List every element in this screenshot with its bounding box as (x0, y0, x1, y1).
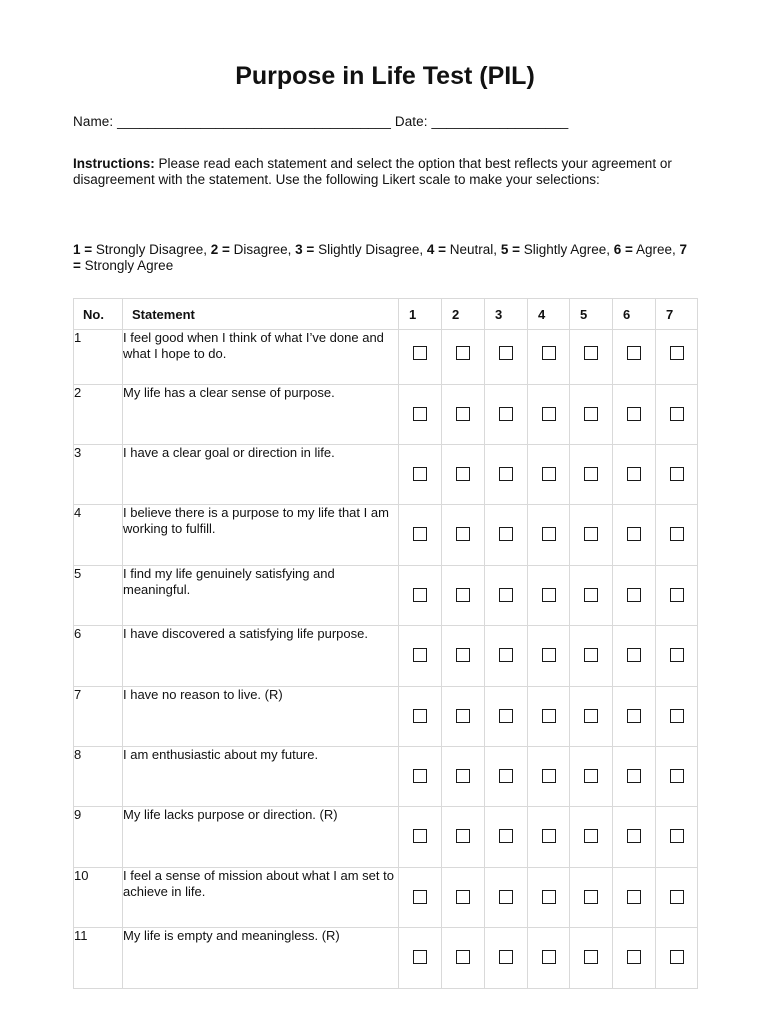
option-cell (656, 445, 698, 505)
row-statement: I believe there is a purpose to my life that I am working to fulfill. (123, 505, 399, 566)
option-cell (613, 687, 656, 747)
header-option: 1 (399, 299, 442, 330)
checkbox-option-4[interactable] (542, 950, 556, 964)
checkbox-option-6[interactable] (627, 829, 641, 843)
option-cell (613, 868, 656, 928)
checkbox-option-1[interactable] (413, 407, 427, 421)
checkbox-option-6[interactable] (627, 890, 641, 904)
row-number: 3 (74, 445, 123, 505)
checkbox-option-2[interactable] (456, 346, 470, 360)
checkbox-option-1[interactable] (413, 588, 427, 602)
option-cell (442, 747, 485, 807)
table-row (74, 330, 698, 385)
checkbox-option-4[interactable] (542, 829, 556, 843)
option-cell (570, 445, 613, 505)
scale-label: Disagree, (229, 242, 296, 257)
option-cell (528, 566, 570, 626)
checkbox-option-4[interactable] (542, 709, 556, 723)
page-title: Purpose in Life Test (PIL) (235, 62, 535, 90)
checkbox-option-4[interactable] (542, 769, 556, 783)
checkbox-option-1[interactable] (413, 346, 427, 360)
checkbox-option-6[interactable] (627, 467, 641, 481)
checkbox-option-5[interactable] (584, 950, 598, 964)
scale-label: Strongly Agree (80, 258, 174, 273)
checkbox-option-2[interactable] (456, 769, 470, 783)
option-cell (613, 928, 656, 989)
row-number: 6 (74, 626, 123, 687)
header-statement: Statement (123, 299, 399, 330)
option-cell (570, 566, 613, 626)
row-statement: My life lacks purpose or direction. (R) (123, 807, 399, 868)
option-cell (442, 807, 485, 868)
checkbox-option-6[interactable] (627, 648, 641, 662)
scale-num: 2 = (210, 242, 230, 257)
option-cell (613, 330, 656, 385)
checkbox-option-4[interactable] (542, 467, 556, 481)
checkbox-option-6[interactable] (627, 588, 641, 602)
row-number: 1 (74, 330, 123, 385)
checkbox-option-2[interactable] (456, 648, 470, 662)
option-cell (613, 445, 656, 505)
row-statement: I have a clear goal or direction in life. (123, 445, 399, 505)
checkbox-option-5[interactable] (584, 890, 598, 904)
checkbox-option-2[interactable] (456, 527, 470, 541)
checkbox-option-4[interactable] (542, 890, 556, 904)
option-cell (570, 868, 613, 928)
checkbox-option-1[interactable] (413, 467, 427, 481)
checkbox-option-6[interactable] (627, 769, 641, 783)
header-option: 5 (570, 299, 613, 330)
checkbox-option-3[interactable] (499, 346, 513, 360)
option-cell (656, 868, 698, 928)
checkbox-option-2[interactable] (456, 588, 470, 602)
row-statement: I am enthusiastic about my future. (123, 747, 399, 807)
instructions-label: Instructions: (73, 156, 155, 171)
checkbox-option-1[interactable] (413, 950, 427, 964)
option-cell (656, 747, 698, 807)
option-cell (442, 687, 485, 747)
option-cell (442, 445, 485, 505)
option-cell (485, 807, 528, 868)
checkbox-option-7[interactable] (670, 950, 684, 964)
checkbox-option-1[interactable] (413, 527, 427, 541)
option-cell (613, 807, 656, 868)
row-number: 2 (74, 385, 123, 445)
table-row (74, 868, 698, 928)
checkbox-option-3[interactable] (499, 648, 513, 662)
scale-label: Slightly Agree, (519, 242, 614, 257)
checkbox-option-4[interactable] (542, 648, 556, 662)
checkbox-option-7[interactable] (670, 890, 684, 904)
option-cell (570, 385, 613, 445)
option-cell (399, 385, 442, 445)
option-cell (399, 687, 442, 747)
option-cell (399, 566, 442, 626)
header-option: 7 (656, 299, 698, 330)
checkbox-option-4[interactable] (542, 527, 556, 541)
option-cell (570, 330, 613, 385)
checkbox-option-1[interactable] (413, 890, 427, 904)
option-cell (656, 807, 698, 868)
checkbox-option-6[interactable] (627, 709, 641, 723)
table-row (74, 807, 698, 868)
instructions-text: Please read each statement and select the option that best reflects your agreement or disagreement with the statement. Use the following Likert scale to make your selections: (73, 156, 672, 187)
row-statement: I have no reason to live. (R) (123, 687, 399, 747)
option-cell (485, 747, 528, 807)
scale-label: Strongly Disagree, (92, 242, 211, 257)
checkbox-option-1[interactable] (413, 829, 427, 843)
checkbox-option-1[interactable] (413, 648, 427, 662)
row-statement: I have discovered a satisfying life purpose. (123, 626, 399, 687)
table-row (74, 687, 698, 747)
option-cell (528, 928, 570, 989)
checkbox-option-2[interactable] (456, 467, 470, 481)
checkbox-option-5[interactable] (584, 588, 598, 602)
table-row (74, 626, 698, 687)
option-cell (613, 747, 656, 807)
checkbox-option-6[interactable] (627, 950, 641, 964)
checkbox-option-7[interactable] (670, 527, 684, 541)
option-cell (485, 626, 528, 687)
checkbox-option-4[interactable] (542, 407, 556, 421)
option-cell (613, 505, 656, 566)
row-number: 11 (74, 928, 123, 989)
checkbox-option-3[interactable] (499, 467, 513, 481)
option-cell (528, 687, 570, 747)
option-cell (442, 626, 485, 687)
option-cell (442, 330, 485, 385)
checkbox-option-3[interactable] (499, 407, 513, 421)
header-option: 6 (613, 299, 656, 330)
option-cell (528, 807, 570, 868)
row-statement: I find my life genuinely satisfying and meaningful. (123, 566, 399, 626)
row-number: 5 (74, 566, 123, 626)
option-cell (528, 626, 570, 687)
checkbox-option-3[interactable] (499, 709, 513, 723)
table-row (74, 385, 698, 445)
scale-num: 6 = (613, 242, 633, 257)
checkbox-option-3[interactable] (499, 588, 513, 602)
header-option: 2 (442, 299, 485, 330)
option-cell (442, 868, 485, 928)
row-statement: I feel good when I think of what I’ve done and what I hope to do. (123, 330, 399, 385)
table-header-row (74, 299, 698, 330)
option-cell (485, 385, 528, 445)
scale-label: Slightly Disagree, (314, 242, 427, 257)
scale-num: 4 = (426, 242, 447, 257)
row-number: 4 (74, 505, 123, 566)
checkbox-option-2[interactable] (456, 890, 470, 904)
option-cell (570, 505, 613, 566)
header-no: No. (74, 299, 123, 330)
option-cell (485, 687, 528, 747)
option-cell (570, 687, 613, 747)
option-cell (485, 928, 528, 989)
checkbox-option-5[interactable] (584, 407, 598, 421)
option-cell (528, 385, 570, 445)
option-cell (656, 505, 698, 566)
option-cell (528, 868, 570, 928)
option-cell (528, 330, 570, 385)
table-row (74, 505, 698, 566)
scale-num: 7 = (73, 242, 687, 273)
checkbox-option-1[interactable] (413, 769, 427, 783)
scale-num: 3 = (295, 242, 315, 257)
header-option: 4 (528, 299, 570, 330)
option-cell (485, 505, 528, 566)
option-cell (399, 445, 442, 505)
option-cell (613, 385, 656, 445)
option-cell (613, 626, 656, 687)
name-date-line: Name: ____________________________________ Date: __________________ (73, 114, 569, 129)
likert-scale-legend (73, 242, 695, 274)
checkbox-option-6[interactable] (627, 346, 641, 360)
checkbox-option-5[interactable] (584, 648, 598, 662)
checkbox-option-6[interactable] (627, 407, 641, 421)
instructions (73, 156, 695, 188)
checkbox-option-3[interactable] (499, 829, 513, 843)
option-cell (656, 928, 698, 989)
checkbox-option-4[interactable] (542, 588, 556, 602)
option-cell (442, 505, 485, 566)
option-cell (485, 445, 528, 505)
option-cell (656, 626, 698, 687)
option-cell (485, 566, 528, 626)
option-cell (528, 445, 570, 505)
checkbox-option-7[interactable] (670, 346, 684, 360)
checkbox-option-2[interactable] (456, 407, 470, 421)
checkbox-option-7[interactable] (670, 829, 684, 843)
option-cell (399, 747, 442, 807)
option-cell (399, 868, 442, 928)
row-statement: My life has a clear sense of purpose. (123, 385, 399, 445)
checkbox-option-7[interactable] (670, 769, 684, 783)
option-cell (399, 807, 442, 868)
option-cell (399, 626, 442, 687)
checkbox-option-3[interactable] (499, 769, 513, 783)
option-cell (399, 928, 442, 989)
checkbox-option-7[interactable] (670, 709, 684, 723)
option-cell (399, 330, 442, 385)
option-cell (613, 566, 656, 626)
checkbox-option-6[interactable] (627, 527, 641, 541)
checkbox-option-7[interactable] (670, 648, 684, 662)
table-row (74, 928, 698, 989)
checkbox-option-4[interactable] (542, 346, 556, 360)
scale-label: Agree, (632, 242, 680, 257)
option-cell (570, 807, 613, 868)
checkbox-option-5[interactable] (584, 527, 598, 541)
option-cell (442, 566, 485, 626)
option-cell (399, 505, 442, 566)
option-cell (528, 747, 570, 807)
option-cell (656, 330, 698, 385)
row-statement: I feel a sense of mission about what I am set to achieve in life. (123, 868, 399, 928)
row-number: 10 (74, 868, 123, 928)
checkbox-option-3[interactable] (499, 527, 513, 541)
row-number: 7 (74, 687, 123, 747)
checkbox-option-5[interactable] (584, 829, 598, 843)
scale-num: 1 = (73, 242, 93, 257)
checkbox-option-5[interactable] (584, 709, 598, 723)
checkbox-option-7[interactable] (670, 588, 684, 602)
checkbox-option-2[interactable] (456, 709, 470, 723)
checkbox-option-1[interactable] (413, 709, 427, 723)
checkbox-option-3[interactable] (499, 950, 513, 964)
checkbox-option-5[interactable] (584, 769, 598, 783)
option-cell (570, 928, 613, 989)
row-statement: My life is empty and meaningless. (R) (123, 928, 399, 989)
option-cell (570, 626, 613, 687)
option-cell (442, 928, 485, 989)
scale-label: Neutral, (446, 242, 501, 257)
table-row (74, 445, 698, 505)
table-row (74, 747, 698, 807)
row-number: 9 (74, 807, 123, 868)
option-cell (442, 385, 485, 445)
header-option: 3 (485, 299, 528, 330)
pil-table (73, 298, 698, 989)
checkbox-option-2[interactable] (456, 829, 470, 843)
checkbox-option-5[interactable] (584, 346, 598, 360)
option-cell (656, 566, 698, 626)
option-cell (656, 385, 698, 445)
option-cell (656, 687, 698, 747)
option-cell (485, 868, 528, 928)
table-row (74, 566, 698, 626)
checkbox-option-7[interactable] (670, 407, 684, 421)
checkbox-option-2[interactable] (456, 950, 470, 964)
option-cell (570, 747, 613, 807)
checkbox-option-3[interactable] (499, 890, 513, 904)
row-number: 8 (74, 747, 123, 807)
checkbox-option-5[interactable] (584, 467, 598, 481)
option-cell (528, 505, 570, 566)
checkbox-option-7[interactable] (670, 467, 684, 481)
scale-num: 5 = (500, 242, 520, 257)
option-cell (485, 330, 528, 385)
